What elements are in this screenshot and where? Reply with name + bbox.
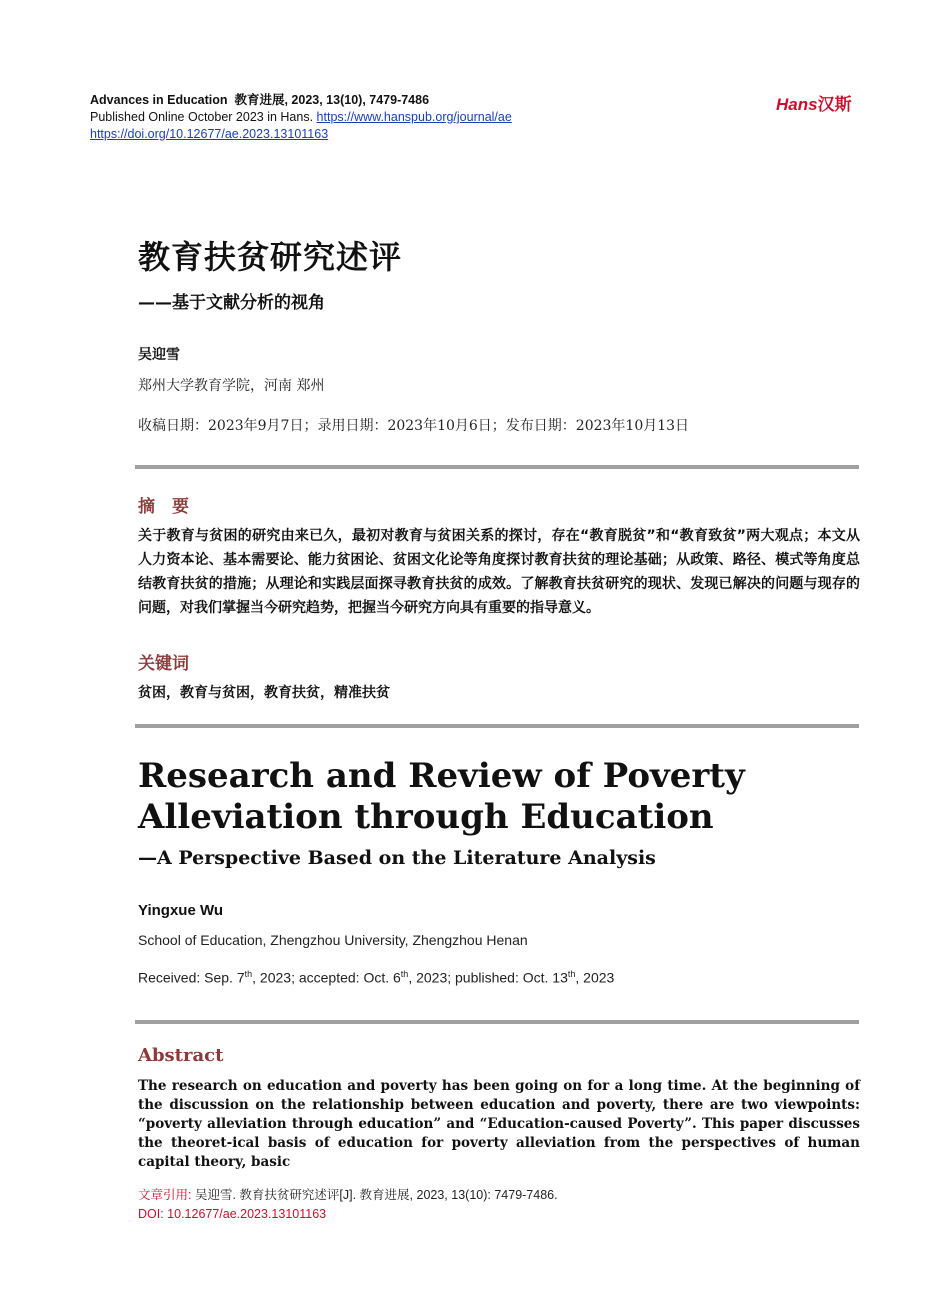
cn-title: 教育扶贫研究述评: [138, 238, 403, 276]
received-sup: th: [244, 969, 253, 979]
cite-text: 吴迎雪. 教育扶贫研究述评[J]. 教育进展, 2023, 13(10): 7479-7486.: [194, 1188, 558, 1202]
doi-link[interactable]: https://doi.org/10.12677/ae.2023.13101163: [90, 127, 329, 141]
published-sup: th: [567, 969, 576, 979]
published-line: [90, 109, 512, 126]
received-date: Received: Sep. 7: [138, 969, 245, 986]
cn-abstract: 关于教育与贫困的研究由来已久，最初对教育与贫困关系的探讨，存在“教育脱贫”和“教育致贫”两大观点；本文从人力资本论、基本需要论、能力贫困论、贫困文化论等角度探讨教育扶贫的理论基础；从政策、路径、模式等角度总结教育扶贫的措施；从理论和实践层面探寻教育扶贫的成效。了解教育扶贫研究的现状、发现已解决的问题与现存的问题，对我们掌握当今研究趋势，把握当今研究方向具有重要的指导意义。: [138, 528, 860, 616]
accepted-sup: th: [400, 969, 409, 979]
en-title: Research and Review of Poverty Alleviation through Education: [138, 756, 745, 837]
en-subtitle: —A Perspective Based on the Literature Analysis: [138, 847, 656, 869]
logo-cn-text: 汉斯: [817, 95, 852, 114]
journal-header: [90, 92, 512, 143]
dates-suffix: , 2023: [575, 969, 615, 986]
journal-issue: 教育进展, 2023, 13(10), 7479-7486: [234, 93, 430, 107]
footer-doi: DOI: 10.12677/ae.2023.13101163: [138, 1207, 327, 1221]
citation: [138, 1186, 558, 1224]
en-affiliation: School of Education, Zhengzhou University, Zhengzhou Henan: [138, 932, 528, 948]
en-abstract-heading: Abstract: [138, 1045, 224, 1066]
cn-author: 吴迎雪: [138, 347, 180, 363]
en-abstract: The research on education and poverty has been going on for a long time. At the beginning of the discussion on the relationship between education and poverty, there are two viewpoints: “poverty alleviation through education” and “Education-caused Poverty”. This paper discusses the theoret-ical basis of education for poverty alleviation from the perspectives of human capital theory, basic: [138, 1078, 860, 1170]
cite-label: 文章引用:: [138, 1188, 192, 1202]
divider-rule: [135, 465, 859, 469]
cn-subtitle: ——基于文献分析的视角: [138, 293, 325, 313]
en-dates: [138, 969, 614, 986]
journal-name: Advances in Education: [90, 93, 228, 107]
logo-hans-text: Hans: [776, 95, 818, 114]
divider-rule: [135, 1020, 859, 1024]
accepted-date: , 2023; accepted: Oct. 6: [252, 969, 401, 986]
cn-keywords-heading: 关键词: [138, 654, 189, 674]
published-text: Published Online October 2023 in Hans.: [90, 110, 314, 124]
cn-keywords: 贫困，教育与贫困，教育扶贫，精准扶贫: [138, 685, 390, 701]
cn-dates: 收稿日期：2023年9月7日；录用日期：2023年10月6日；发布日期：2023年10月13日: [138, 418, 690, 434]
cn-affiliation: 郑州大学教育学院，河南 郑州: [138, 378, 325, 394]
published-date: , 2023; published: Oct. 13: [408, 969, 568, 986]
journal-link[interactable]: https://www.hanspub.org/journal/ae: [316, 110, 512, 124]
cn-abstract-heading: 摘 要: [138, 497, 189, 517]
journal-line: [90, 92, 512, 109]
en-author: Yingxue Wu: [138, 902, 224, 919]
divider-rule: [135, 724, 859, 728]
hans-logo: [776, 90, 852, 115]
